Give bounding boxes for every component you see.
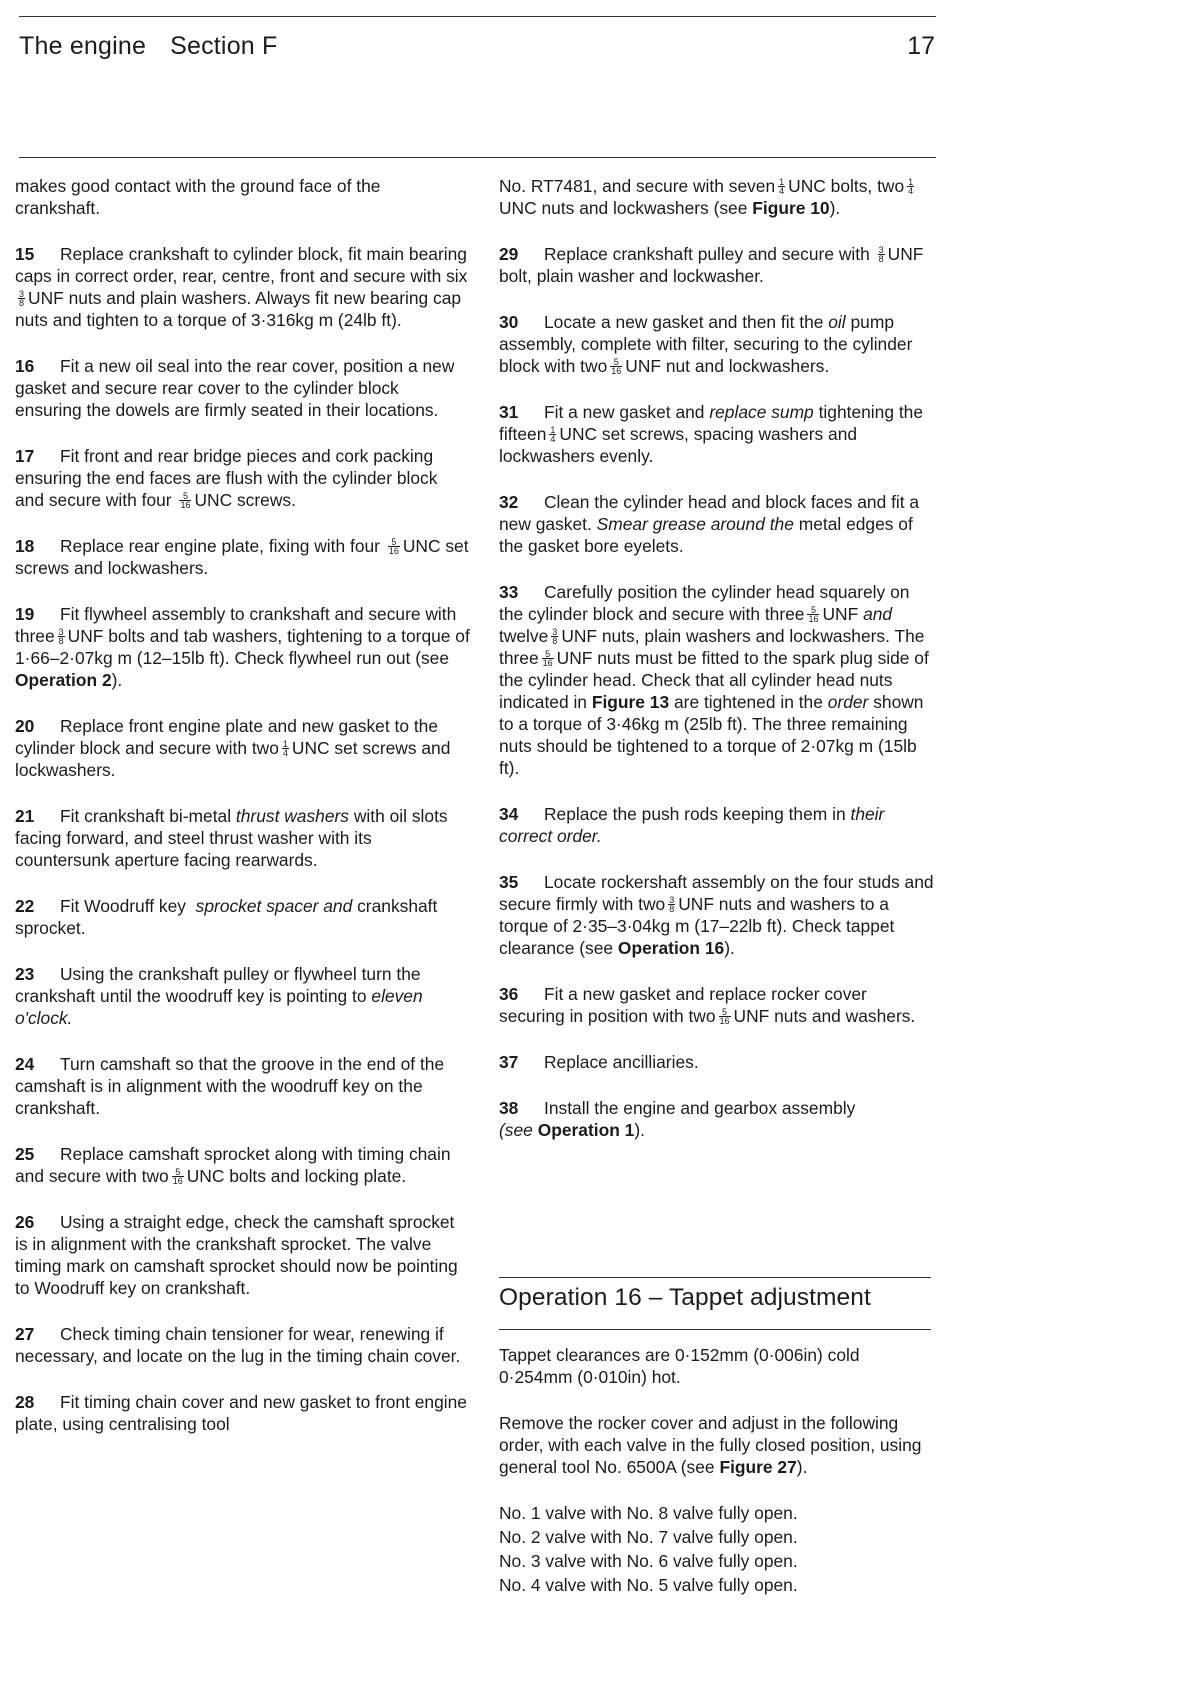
step-23: 23 Using the crankshaft pulley or flywheel turn the crankshaft until the woodruff key is pointing to eleven o'clock. — [15, 964, 423, 1028]
step-37: 37 Replace ancilliaries. — [499, 1052, 699, 1072]
step-33: 33 Carefully position the cylinder head squarely on the cylinder block and secure with three $\frac{5}{16}$ UNF and twelve $\frac{3}{8}$ UNF nuts, plain washers and lockwashers. The three $\frac{5}{16}$ UNF nuts must be fitted to the spark plug side of the cylinder head. Check that all cylinder head nuts indicated in Figure 13 are tightened in the order shown to a torque of 3·46kg m (25lb ft). The three remaining nuts should be tightened to a torque of 2·07kg m (15lb ft). — [499, 582, 929, 778]
step-15: 15 Replace crankshaft to cylinder block, fit main bearing caps in correct order, rear, centre, front and secure with six $\frac{3}{8}$ UNF nuts and plain washers. Always fit new bearing cap nuts and tighten to a torque of 3·316kg m (24lb ft). — [15, 244, 468, 330]
header-title: The engine — [19, 32, 147, 60]
fraction: $\frac{5}{16}$ — [808, 604, 819, 624]
step-25: 25 Replace camshaft sprocket along with timing chain and secure with two $\frac{5}{16}$ UNC bolts and locking plate. — [15, 1144, 451, 1186]
paragraph-14-continued: makes good contact with the ground face of the crankshaft. — [15, 176, 381, 218]
step-20: 20 Replace front engine plate and new gasket to the cylinder block and secure with two $\frac{1}{4}$ UNC set screws and lockwashers. — [15, 716, 451, 780]
fraction: $\frac{1}{4}$ — [908, 176, 914, 196]
fraction: $\frac{5}{16}$ — [180, 490, 191, 510]
step-35: 35 Locate rockershaft assembly on the four studs and secure firmly with two $\frac{3}{8}$ UNF nuts and washers to a torque of 2·35–3·04kg m (17–22lb ft). Check tappet clearance (see Operation 16). — [499, 872, 934, 958]
tappet-clearance-text: Tappet clearances are 0·152mm (0·006in) cold 0·254mm (0·010in) hot. — [499, 1345, 860, 1387]
step-32: 32 Clean the cylinder head and block faces and fit a new gasket. Smear grease around the metal edges of the gasket bore eyelets. — [499, 492, 920, 556]
operation-16-body — [499, 1344, 937, 1598]
step-21: 21 Fit crankshaft bi-metal thrust washers with oil slots facing forward, and steel thrust washer with its countersunk aperture facing rearwards. — [15, 806, 448, 870]
fraction: $\frac{3}{8}$ — [552, 626, 558, 646]
operation-bottom-rule — [499, 1329, 931, 1330]
cross-reference: Figure 27 — [719, 1457, 797, 1477]
fraction: $\frac{1}{4}$ — [550, 424, 556, 444]
step-28: 28 Fit timing chain cover and new gasket to front engine plate, using centralising tool — [15, 1392, 467, 1434]
list-item: No. 1 valve with No. 8 valve fully open. — [499, 1503, 798, 1523]
header-top-rule — [19, 16, 936, 17]
step-16: 16 Fit a new oil seal into the rear cover, position a new gasket and secure rear cover to the cylinder block ensuring the dowels are firmly seated in their locations. — [15, 356, 455, 420]
fraction: $\frac{5}{16}$ — [719, 1006, 730, 1026]
cross-reference: Operation 2 — [15, 670, 112, 690]
step-19: 19 Fit flywheel assembly to crankshaft and secure with three $\frac{3}{8}$ UNF bolts and tab washers, tightening to a torque of 1·66–2·07kg m (12–15lb ft). Check flywheel run out (see Operation 2). — [15, 604, 470, 690]
step-28-continued: No. RT7481, and secure with seven $\frac{1}{4}$ UNC bolts, two $\frac{1}{4}$ UNC nuts and lockwashers (see Figure 10). — [499, 176, 914, 218]
operation-16-section — [499, 1284, 937, 1323]
fraction: $\frac{5}{16}$ — [542, 648, 553, 668]
cross-reference: Figure 13 — [591, 692, 670, 712]
fraction: $\frac{5}{16}$ — [388, 536, 399, 556]
fraction: $\frac{5}{16}$ — [172, 1166, 183, 1186]
operation-heading: Operation 16 – Tappet adjustment — [499, 1284, 871, 1311]
list-item: No. 4 valve with No. 5 valve fully open. — [499, 1575, 798, 1595]
running-header — [19, 32, 278, 61]
header-section: Section F — [170, 32, 278, 60]
step-22: 22 Fit Woodruff key sprocket spacer and crankshaft sprocket. — [15, 896, 438, 938]
fraction: $\frac{1}{4}$ — [779, 176, 785, 196]
step-18: 18 Replace rear engine plate, fixing with four $\frac{5}{16}$ UNC set screws and lockwashers. — [15, 536, 469, 578]
fraction: $\frac{3}{8}$ — [878, 244, 884, 264]
fraction: $\frac{3}{8}$ — [58, 626, 64, 646]
step-17: 17 Fit front and rear bridge pieces and cork packing ensuring the end faces are flush with the cylinder block and secure with four $\frac{5}{16}$ UNC screws. — [15, 446, 438, 510]
cross-reference: Operation 1 — [537, 1120, 635, 1140]
fraction: $\frac{3}{8}$ — [19, 288, 25, 308]
header-bottom-rule — [19, 157, 936, 158]
step-30: 30 Locate a new gasket and then fit the oil pump assembly, complete with filter, securing to the cylinder block with two $\frac{5}{16}$ UNF nut and lockwashers. — [499, 312, 913, 376]
step-24: 24 Turn camshaft so that the groove in the end of the camshaft is in alignment with the woodruff key on the crankshaft. — [15, 1054, 445, 1118]
list-item: No. 3 valve with No. 6 valve fully open. — [499, 1551, 798, 1571]
cross-reference: Figure 10 — [752, 198, 830, 218]
fraction: $\frac{5}{16}$ — [611, 356, 622, 376]
step-26: 26 Using a straight edge, check the camshaft sprocket is in alignment with the crankshaft sprocket. The valve timing mark on camshaft sprocket should now be pointing to Woodruff key on crankshaft. — [15, 1212, 458, 1298]
step-34: 34 Replace the push rods keeping them in their correct order. — [499, 804, 885, 846]
page-number: 17 — [907, 32, 935, 60]
list-item: No. 2 valve with No. 7 valve fully open. — [499, 1527, 798, 1547]
fraction: $\frac{1}{4}$ — [282, 738, 288, 758]
left-column — [15, 175, 470, 1459]
step-27: 27 Check timing chain tensioner for wear, renewing if necessary, and locate on the lug in the timing chain cover. — [15, 1324, 461, 1366]
operation-top-rule — [499, 1277, 931, 1278]
step-38: 38 Install the engine and gearbox assembly (see Operation 1). — [499, 1098, 856, 1140]
fraction: $\frac{3}{8}$ — [669, 894, 675, 914]
cross-reference: Operation 16 — [617, 938, 725, 958]
adjustment-instruction: Remove the rocker cover and adjust in the following order, with each valve in the fully closed position, using general tool No. 6500A (see Figure 27). — [499, 1413, 922, 1477]
step-36: 36 Fit a new gasket and replace rocker cover securing in position with two $\frac{5}{16}$ UNF nuts and washers. — [499, 984, 916, 1026]
right-column — [499, 175, 937, 1157]
step-31: 31 Fit a new gasket and replace sump tightening the fifteen $\frac{1}{4}$ UNC set screws, spacing washers and lockwashers evenly. — [499, 402, 924, 466]
step-29: 29 Replace crankshaft pulley and secure with $\frac{3}{8}$ UNF bolt, plain washer and lockwasher. — [499, 244, 924, 286]
